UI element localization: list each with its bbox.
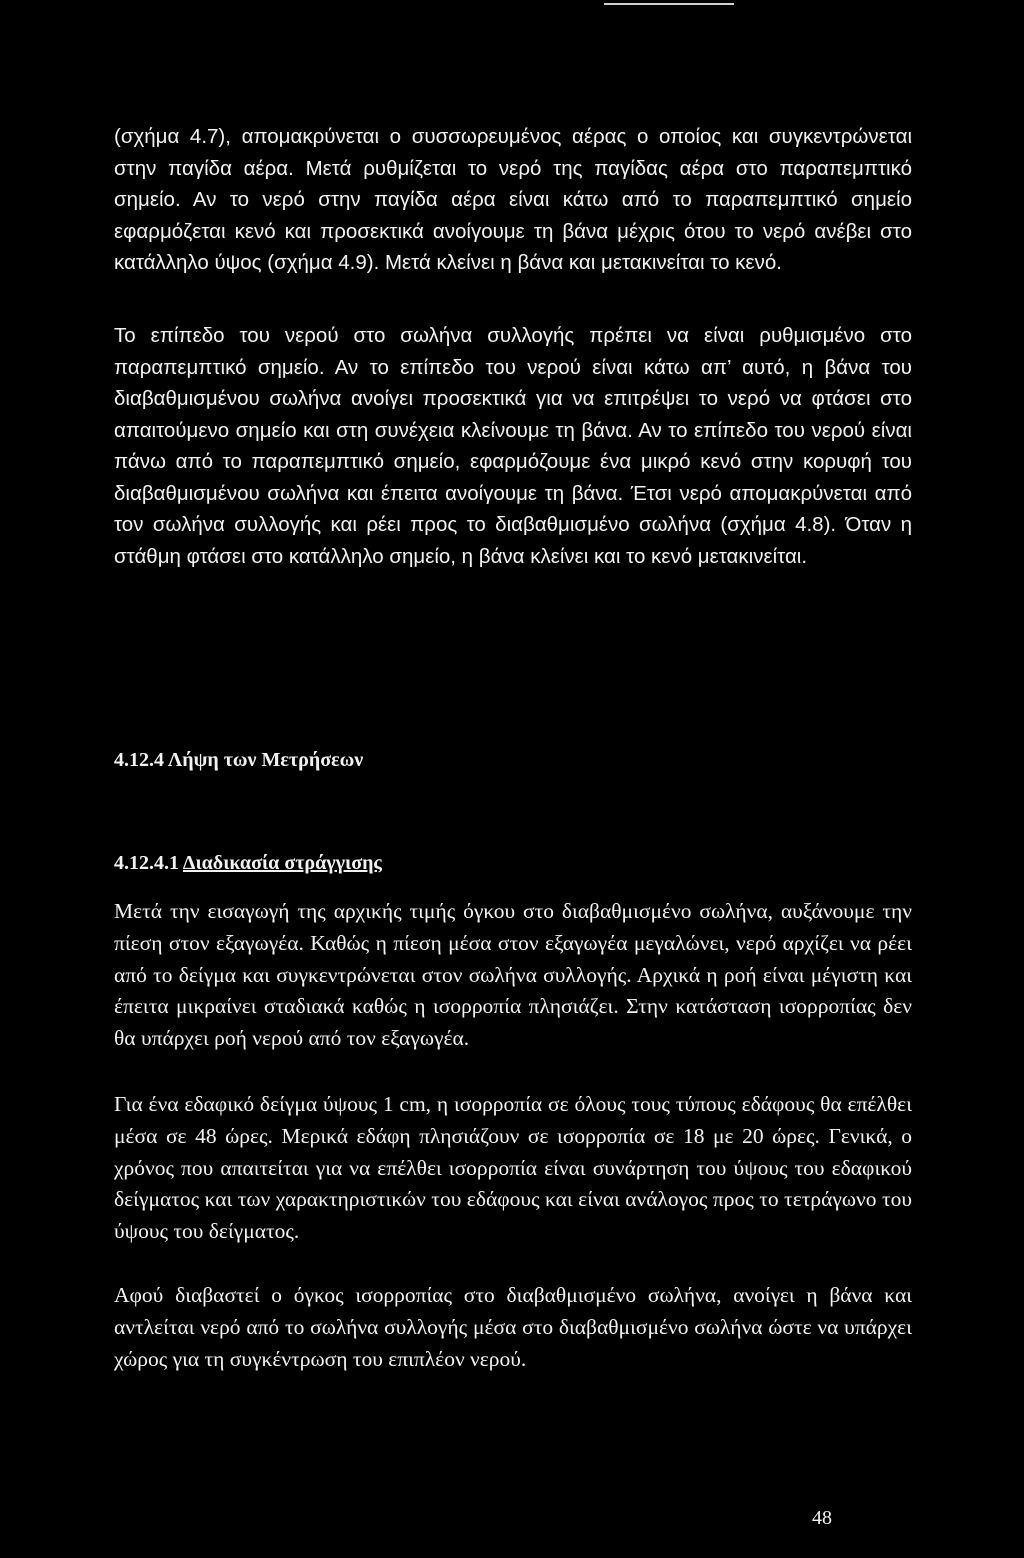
section-heading: [114, 747, 363, 773]
paragraph-2: Το επίπεδο του νερού στο σωλήνα συλλογής πρέπει να είναι ρυθμισμένο στο παραπεμπτικό σημείο. Αν το επίπεδο του νερού είναι κάτω απ’ αυτό, η βάνα του διαβαθμισμένου σωλήνα ανοίγει προσεκτικά για να επιτρέψει το νερό να φτάσει στο απαιτούμενο σημείο και στη συνέχεια κλείνουμε τη βάνα. Αν το επίπεδο του νερού είναι πάνω από το παραπεμπτικό σημείο, εφαρμόζουμε ένα μικρό κενό στην κορυφή του διαβαθμισμένου σωλήνα και έπειτα ανοίγουμε τη βάνα. Έτσι νερό απομακρύνεται από τον σωλήνα συλλογής και ρέει προς το διαβαθμισμένο σωλήνα (σχήμα 4.8). Όταν η στάθμη φτάσει στο κατάλληλο σημείο, η βάνα κλείνει και το κενό μετακινείται.: [114, 324, 912, 568]
subsection-heading: [114, 850, 382, 876]
page-number: 48: [812, 1507, 832, 1529]
paragraph-1: (σχήμα 4.7), απομακρύνεται ο συσσωρευμένος αέρας ο οποίος και συγκεντρώνεται στην παγίδα αέρα. Μετά ρυθμίζεται το νερό της παγίδας αέρα στο παραπεμπτικό σημείο. Αν το νερό στην παγίδα αέρα είναι κάτω από το παραπεμπτικό σημείο εφαρμόζεται κενό και προσεκτικά ανοίγουμε τη βάνα μέχρις ότου το νερό ανέβει στο κατάλληλο ύψος (σχήμα 4.9). Μετά κλείνει η βάνα και μετακινείται το κενό.: [114, 125, 912, 274]
subsection-number: 4.12.4.1: [114, 852, 179, 874]
paragraph-3: Μετά την εισαγωγή της αρχικής τιμής όγκου στο διαβαθμισμένο σωλήνα, αυξάνουμε την πίεση στον εξαγωγέα. Καθώς η πίεση μέσα στον εξαγωγέα μεγαλώνει, νερό αρχίζει να ρέει από το δείγμα και συγκεντρώνεται στον σωλήνα συλλογής. Αρχικά η ροή είναι μέγιστη και έπειτα μικραίνει σταδιακά καθώς η ισορροπία πλησιάζει. Στην κατάσταση ισορροπίας δεν θα υπάρχει ροή νερού από τον εξαγωγέα.: [114, 899, 912, 1051]
section-number: 4.12.4: [114, 749, 164, 771]
top-edge-line: [604, 3, 734, 5]
subsection-title: Διαδικασία στράγγισης: [182, 852, 382, 874]
paragraph-5: Αφού διαβαστεί ο όγκος ισορροπίας στο διαβαθμισμένο σωλήνα, ανοίγει η βάνα και αντλείται νερό από το σωλήνα συλλογής μέσα στο διαβαθμισμένο σωλήνα ώστε να υπάρχει χώρος για τη συγκέντρωση του επιπλέον νερού.: [114, 1283, 912, 1371]
paragraph-4: Για ένα εδαφικό δείγμα ύψους 1 cm, η ισορροπία σε όλους τους τύπους εδάφους θα επέλθει μέσα σε 48 ώρες. Μερικά εδάφη πλησιάζουν σε ισορροπία σε 18 με 20 ώρες. Γενικά, ο χρόνος που απαιτείται για να επέλθει ισορροπία είναι συνάρτηση του ύψους του εδαφικού δείγματος και των χαρακτηριστικών του εδάφους και είναι ανάλογος προς το τετράγωνο του ύψους του δείγματος.: [114, 1092, 912, 1244]
section-title: Λήψη των Μετρήσεων: [167, 749, 364, 771]
